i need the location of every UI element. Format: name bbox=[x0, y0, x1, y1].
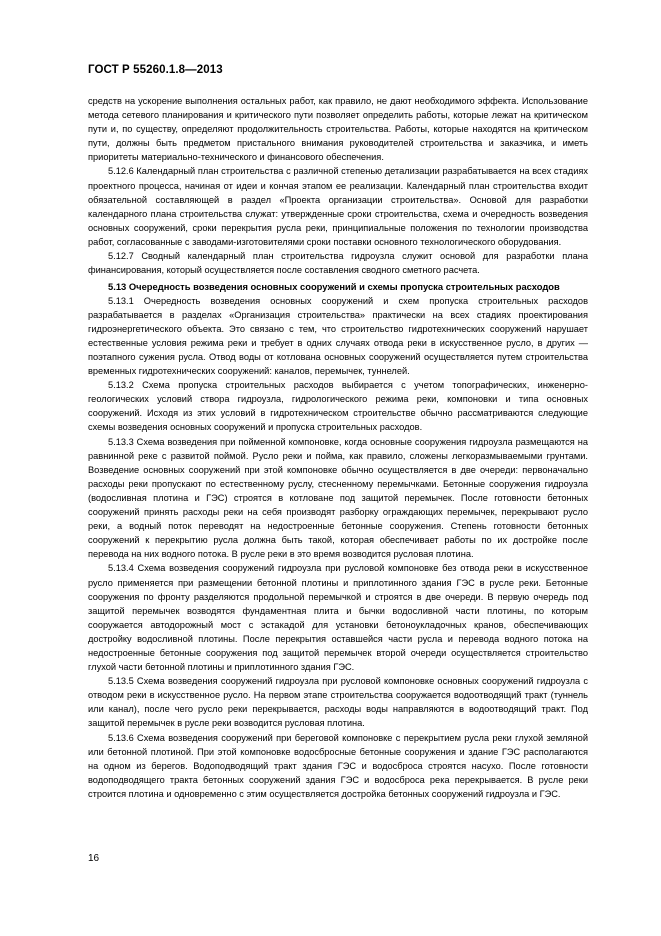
page-number: 16 bbox=[88, 853, 100, 864]
section-heading: 5.13 Очередность возведения основных сооружений и схемы пропуска строительных расходов bbox=[108, 281, 560, 293]
document-header: ГОСТ Р 55260.1.8—2013 bbox=[88, 64, 223, 76]
paragraph: средств на ускорение выполнения остальных работ, как правило, не дают необходимого эффекта. Использование метода сетевого планирования и критического пути позволяет определить работы, которые лежат на критическом пути и, по существу, определяют продолжительность строительства. Работы, которые находятся на критическом пути, должны быть предметом пристального внимания руководителей строительства и заказчика, и иметь приоритеты материально-технического и финансового обеспечения. bbox=[88, 96, 588, 163]
paragraph: 5.13.2 Схема пропуска строительных расходов выбирается с учетом топографических, инженерно-геологических условий створа гидроузла, гидрологического режима реки, компоновки и типа основных сооружений. Исходя из этих условий в гидротехническом строительстве обычно рассматриваются следующие схемы возведения основных сооружений и пропуска строительных расходов. bbox=[88, 380, 588, 433]
document-body bbox=[88, 94, 588, 801]
paragraph: 5.13.4 Схема возведения сооружений гидроузла при русловой компоновке без отвода реки в искусственное русло применяется при размещении бетонной плотины и приплотинного здания ГЭС в русле реки. Бетонные сооружения по фронту разделяются продольной перемычкой и строятся в две очереди. В первую очередь под защитой перемычек возводятся фундаментная плита и бычки водосливной части плотины, по которым сооружается автодорожный мост с эстакадой для установки бетоноукладочных кранов, обеспечивающих достройку водосливной плотины. После перекрытия оставшейся части русла и перевода водного потока на недостроенные бетонные сооружения под защитой перемычек второй очереди осуществляется строительство глухой части бетонной плотины и приплотинного здания ГЭС. bbox=[88, 563, 588, 673]
paragraph: 5.13.5 Схема возведения сооружений гидроузла при русловой компоновке основных сооружений гидроузла с отводом реки в искусственное русло. На первом этапе строительства сооружается водоотводящий тракт (туннель или канал), после чего русло реки перекрывается, расходы воды направляются в водоотводящий тракт. Под защитой перемычек в русле реки возводится русловая плотина. bbox=[88, 676, 588, 729]
paragraph: 5.12.7 Сводный календарный план строительства гидроузла служит основой для разработки плана финансирования, который осуществляется после составления сводного сметного расчета. bbox=[88, 251, 588, 276]
paragraph: 5.13.3 Схема возведения при пойменной компоновке, когда основные сооружения гидроузла размещаются на равнинной реке с развитой поймой. Русло реки и пойма, как правило, сложены легкоразмываемыми грунтами. Возведение основных сооружений при этой компоновке обычно осуществляется в две очереди: первоначально расходы реки пропускают по естественному руслу, стесненному перемычками. Бетонные сооружения гидроузла (водосливная плотина и ГЭС) строятся в котловане под защитой перемычек. После готовности бетонных сооружений принять расходы реки на себя производят разборку ограждающих перемычек, перекрывают русло реки, а водный поток переводят на недостроенные бетонные сооружения. Степень готовности бетонных сооружений к перекрытию русла должна быть такой, которая обеспечивает работы по их достройке после перевода на них водного потока. В русле реки в это время возводится русловая плотина. bbox=[88, 436, 588, 560]
paragraph: 5.12.6 Календарный план строительства с различной степенью детализации разрабатывается на всех стадиях проектного процесса, начиная от идеи и кончая этапом ее реализации. Календарный план строительства входит обязательной составляющей в раздел «Проекта организации строительства». Основой для разработки календарного плана строительства служат: утвержденные сроки строительства, схема и очередность возведения основных сооружений, сроки перекрытия русла реки, принципиальные положения по технологии производства работ, согласованные с заводами-изготовителями сроки поставки основного технологического оборудования. bbox=[88, 166, 588, 247]
paragraph: 5.13.1 Очередность возведения основных сооружений и схем пропуска строительных расходов разрабатывается в разделах «Организация строительства» практически на всех стадиях проектирования гидроэнергетического объекта. Это связано с тем, что строительство гидротехнических сооружений нарушает естественные условия режима реки и требует в одних случаях отвода реки в искусственное русло, в других — поэтапного сужения русла. Отвод воды от котлована основных сооружений осуществляется путем строительства временных гидротехнических сооружений: каналов, перемычек, туннелей. bbox=[88, 295, 588, 377]
paragraph: 5.13.6 Схема возведения сооружений при береговой компоновке с перекрытием русла реки глухой земляной или бетонной плотиной. При этой компоновке водосбросные бетонные сооружения и здание ГЭС располагаются на одном из берегов. Водоподводящий тракт здания ГЭС и водосброса строятся насухо. После готовности водоподводящего тракта бетонных сооружений здания ГЭС и водосброса река перекрывается. В русле реки строится плотина и одновременно с этим осуществляется достройка бетонных сооружений гидроузла и ГЭС. bbox=[88, 732, 588, 799]
